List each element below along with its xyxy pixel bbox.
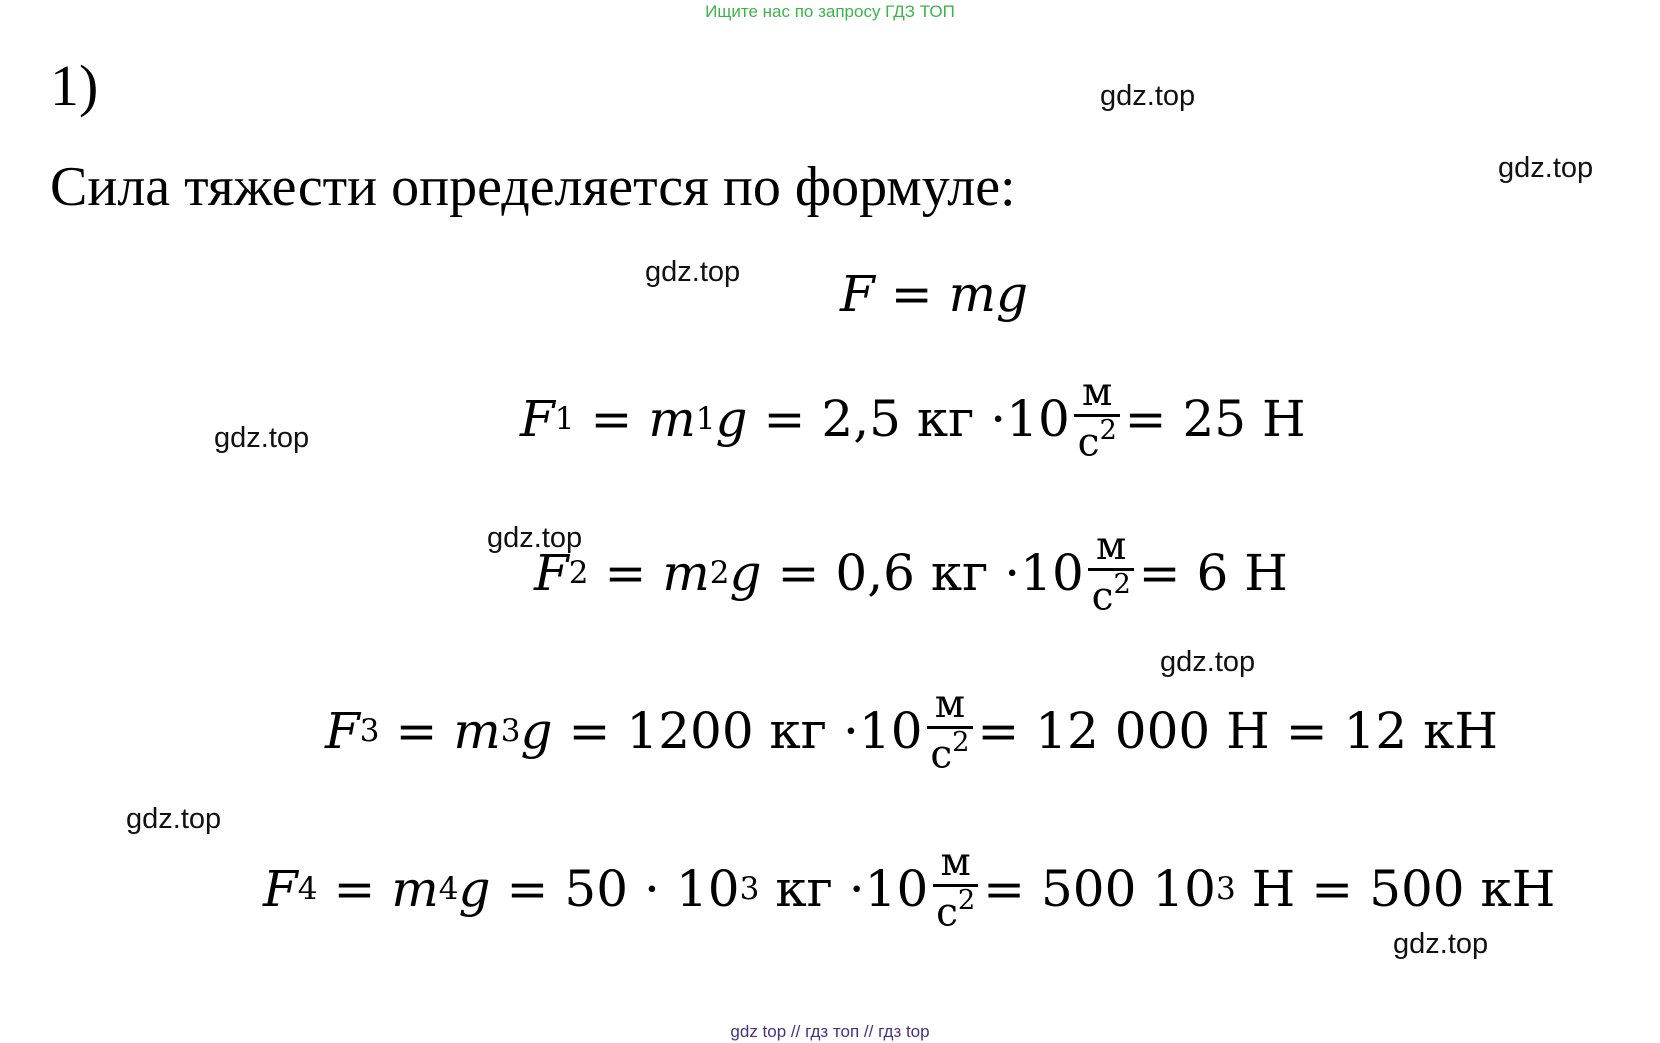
eq-sub: 3: [359, 712, 380, 749]
intro-text: Сила тяжести определяется по формуле:: [50, 156, 1016, 218]
eq-result: 6 Н: [1196, 543, 1288, 602]
eq-mass-power: 3: [739, 870, 760, 907]
eq-mass-coef: 50: [564, 859, 629, 918]
unit-denominator: [927, 726, 972, 776]
eq-dot: ·: [644, 859, 660, 918]
eq-var: F: [325, 701, 360, 760]
eq-var: m: [648, 389, 696, 448]
eq-accel: 10: [1006, 389, 1070, 448]
watermark: gdz.top: [1393, 928, 1489, 960]
unit-numerator: м: [1096, 524, 1127, 569]
unit-fraction: [1074, 370, 1119, 466]
eq-dot: ·: [1004, 543, 1021, 602]
eq-dot: ·: [843, 701, 859, 760]
unit-numerator: м: [940, 840, 971, 885]
watermark: gdz.top: [487, 522, 583, 554]
unit-den-power: 2: [957, 884, 976, 916]
unit-denominator: [1074, 414, 1119, 464]
unit-denominator: [933, 884, 978, 934]
eq-var: g: [520, 701, 553, 760]
eq-dot: ·: [848, 859, 865, 918]
eq-var: g: [458, 859, 491, 918]
unit-numerator: м: [1082, 370, 1113, 415]
eq-mass: 1200 кг: [626, 701, 828, 760]
eq-accel: 10: [858, 701, 923, 760]
equation-1: F 1 = m 1 g = 2,5 кг · 10 $\frac{м}{с^2}$ = 25 Н: [520, 370, 1306, 466]
formula-op: =: [890, 265, 933, 323]
watermark: gdz.top: [1160, 646, 1256, 678]
eq-sub: 2: [709, 554, 730, 591]
footer-watermark: gdz top // гдз топ // гдз top: [730, 1022, 930, 1041]
eq-sub: 1: [554, 400, 575, 437]
eq-var: F: [534, 543, 569, 602]
unit-den-base: с: [1077, 420, 1100, 466]
eq-var: g: [729, 543, 762, 602]
eq-result: 12 000 Н: [1035, 701, 1270, 760]
formula-var: F: [840, 265, 875, 323]
formula-var: mg: [948, 265, 1029, 323]
eq-result-power: 3: [1215, 870, 1236, 907]
eq-var: F: [263, 859, 298, 918]
watermark: gdz.top: [214, 422, 310, 454]
unit-den-base: с: [1091, 574, 1114, 620]
unit-fraction: [927, 682, 972, 778]
unit-den-base: с: [936, 890, 958, 936]
eq-result-converted: 12 кН: [1343, 701, 1498, 760]
watermark: gdz.top: [1498, 152, 1594, 184]
eq-mass-unit: кг: [775, 859, 833, 918]
problem-number: 1): [50, 53, 99, 118]
equation-3: F 3 = m 3 g = 1200 кг · 10 $\frac{м}{с^2}$ = 12 000 Н = 12 кН: [325, 682, 1498, 778]
eq-sub: 3: [500, 712, 521, 749]
eq-var: m: [453, 701, 501, 760]
eq-mass: 2,5 кг: [821, 389, 975, 448]
unit-den-power: 2: [1099, 414, 1117, 446]
eq-dot: ·: [990, 389, 1007, 448]
unit-den-power: 2: [1113, 568, 1131, 600]
eq-result: 25 Н: [1182, 389, 1306, 448]
unit-numerator: м: [934, 682, 966, 727]
watermark: gdz.top: [645, 256, 741, 288]
unit-den-base: с: [930, 732, 953, 778]
eq-var: g: [715, 389, 748, 448]
eq-result-converted: 500 кН: [1369, 859, 1556, 918]
unit-fraction: [933, 840, 978, 936]
eq-mass-base: 10: [675, 859, 740, 918]
eq-result-unit: Н: [1251, 859, 1296, 918]
eq-result-coef: 500 10: [1040, 859, 1216, 918]
watermark: gdz.top: [1100, 80, 1196, 112]
unit-fraction: [1088, 524, 1133, 620]
equation-4: F 4 = m 4 g = 50 · 10 3 кг · 10 $\frac{м}{с^2}$ = 500 10 3 Н = 500 кН: [263, 840, 1556, 936]
eq-sub: 1: [695, 400, 716, 437]
eq-var: m: [391, 859, 439, 918]
eq-sub: 4: [297, 870, 318, 907]
equation-2: F 2 = m 2 g = 0,6 кг · 10 $\frac{м}{с^2}$ = 6 Н: [534, 524, 1288, 620]
eq-mass: 0,6 кг: [835, 543, 989, 602]
eq-sub: 2: [568, 554, 589, 591]
watermark: gdz.top: [126, 803, 222, 835]
eq-accel: 10: [864, 859, 929, 918]
eq-var: F: [520, 389, 555, 448]
unit-den-power: 2: [952, 726, 970, 758]
unit-denominator: [1088, 568, 1133, 618]
eq-accel: 10: [1020, 543, 1084, 602]
formula-main: [840, 265, 1028, 323]
top-banner: Ищите нас по запросу ГДЗ ТОП: [705, 2, 955, 21]
eq-sub: 4: [438, 870, 459, 907]
eq-var: m: [662, 543, 710, 602]
